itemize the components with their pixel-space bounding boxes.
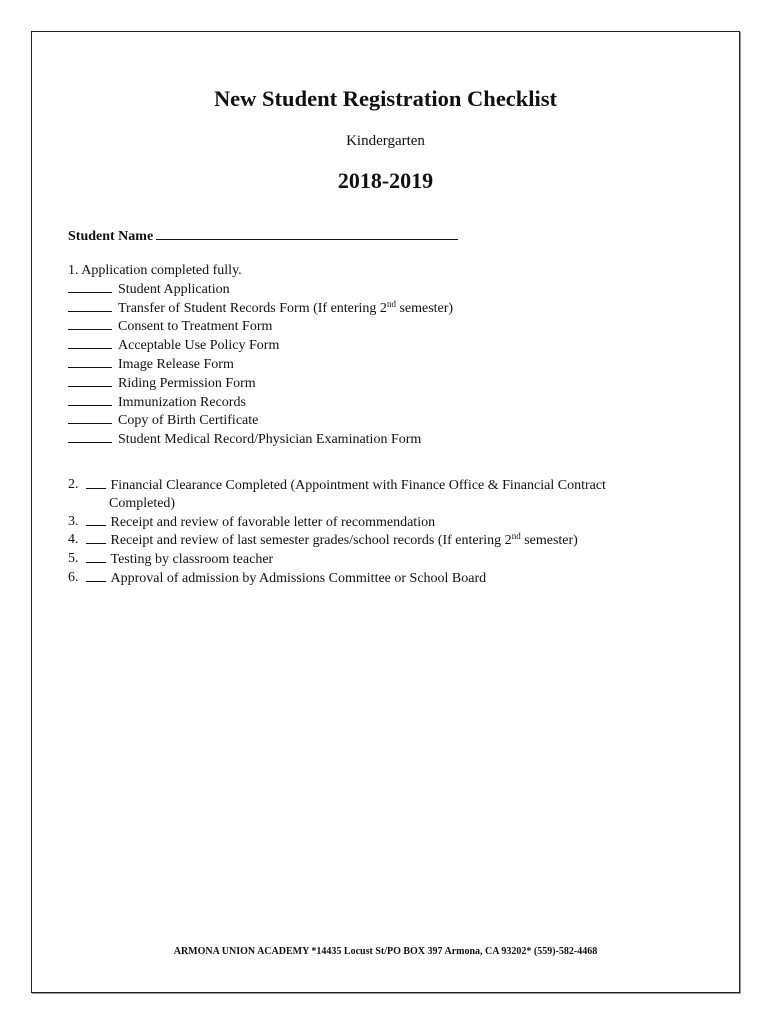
item-text: Approval of admission by Admissions Committee or School Board [110, 570, 487, 586]
item-text: Transfer of Student Records Form (If entering 2 [118, 300, 387, 316]
item-text-tail: semester) [395, 300, 454, 316]
requirement-number: 5. [68, 551, 79, 567]
check-blank[interactable] [68, 393, 112, 406]
page-subtitle: Kindergarten [346, 133, 425, 149]
check-blank[interactable] [68, 280, 112, 293]
requirement-body [82, 550, 273, 569]
requirement-body [82, 531, 578, 550]
checklist-item [68, 374, 453, 393]
check-blank[interactable] [86, 569, 106, 582]
requirement-number: 4. [68, 532, 79, 548]
checklist-item [68, 299, 453, 318]
checklist-item [68, 411, 453, 430]
checklist-item [68, 430, 453, 449]
item-text: Riding Permission Form [118, 375, 256, 391]
requirement-item [68, 531, 606, 550]
check-blank[interactable] [86, 550, 106, 563]
page-title: New Student Registration Checklist [213, 86, 558, 111]
item-text: Student Medical Record/Physician Examination Form [118, 432, 422, 448]
document-page [31, 31, 740, 993]
item-text: Receipt and review of last semester grades/school records (If entering 2 [110, 533, 512, 549]
item-text: Student Application [118, 281, 230, 297]
requirement-body [82, 476, 606, 495]
check-blank[interactable] [86, 513, 106, 526]
requirement-item [68, 569, 606, 588]
item-text: Testing by classroom teacher [110, 552, 274, 568]
additional-requirements [68, 476, 606, 588]
student-name-blank[interactable] [156, 227, 458, 240]
item-text: Copy of Birth Certificate [118, 413, 259, 429]
item-text: Immunization Records [118, 394, 246, 410]
application-checklist [68, 280, 453, 449]
application-section [68, 262, 453, 449]
check-blank[interactable] [68, 355, 112, 368]
student-name-row [68, 227, 458, 245]
application-heading: 1. Application completed fully. [68, 263, 242, 278]
check-blank[interactable] [68, 374, 112, 387]
requirement-number: 6. [68, 569, 79, 585]
check-blank[interactable] [68, 336, 112, 349]
student-name-label: Student Name [68, 229, 154, 244]
requirement-continuation: Completed) [109, 495, 176, 511]
requirement-body [82, 513, 435, 532]
checklist-item [68, 355, 453, 374]
item-text: Image Release Form [118, 356, 234, 372]
footer-address: ARMONA UNION ACADEMY *14435 Locust St/PO BOX 397 Armona, CA 93202* (559)-582-4468 [173, 946, 598, 957]
item-text-tail: semester) [520, 533, 578, 549]
requirement-item [68, 550, 606, 569]
checklist-item [68, 317, 453, 336]
check-blank[interactable] [86, 531, 106, 544]
check-blank[interactable] [86, 476, 106, 489]
checklist-item [68, 336, 453, 355]
requirement-item [68, 513, 606, 532]
school-year: 2018-2019 [337, 168, 434, 193]
requirement-item [68, 476, 606, 495]
checklist-item [68, 280, 453, 299]
ordinal-suffix: nd [511, 531, 521, 542]
check-blank[interactable] [68, 411, 112, 424]
check-blank[interactable] [68, 430, 112, 443]
checklist-item [68, 393, 453, 412]
item-text: Acceptable Use Policy Form [118, 338, 280, 354]
item-text: Financial Clearance Completed (Appointment with Finance Office & Financial Contract [110, 478, 606, 493]
requirement-number: 3. [68, 513, 79, 529]
check-blank[interactable] [68, 299, 112, 312]
requirement-body [82, 569, 486, 588]
ordinal-suffix: nd [386, 298, 396, 309]
item-text: Consent to Treatment Form [118, 319, 273, 335]
item-text: Receipt and review of favorable letter of recommendation [110, 514, 436, 530]
requirement-number: 2. [68, 477, 79, 492]
check-blank[interactable] [68, 317, 112, 330]
